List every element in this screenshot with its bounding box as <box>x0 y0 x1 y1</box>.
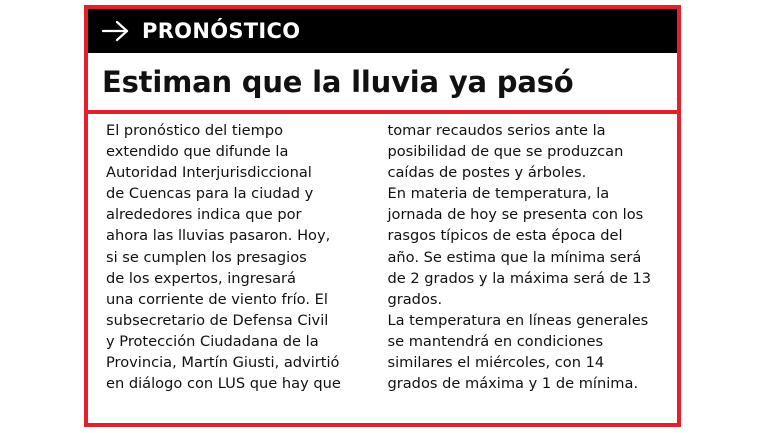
text-line: de los expertos, ingresará <box>106 269 296 287</box>
kicker-bar <box>88 9 677 53</box>
text-line: y Protección Ciudadana de la <box>106 332 319 350</box>
kicker-label: PRONÓSTICO <box>142 19 301 43</box>
article-body <box>106 120 667 394</box>
arrow-right-icon <box>102 19 130 43</box>
news-box <box>84 5 681 427</box>
text-line: tomar recaudos serios ante la <box>387 122 606 139</box>
text-line: se mantendrá en condiciones <box>387 332 604 350</box>
text-line: Autoridad Interjurisdiccional <box>106 164 312 182</box>
text-line: caídas de postes y árboles. <box>387 164 587 182</box>
text-column-right <box>387 120 667 394</box>
text-line: ahora las lluvias pasaron. Hoy, <box>106 227 331 245</box>
text-line: grados de máxima y 1 de mínima. <box>387 375 639 393</box>
text-line: en diálogo con LUS que hay que <box>106 375 341 393</box>
text-line: de 2 grados y la máxima será de 13 <box>387 269 652 287</box>
text-column-left <box>106 120 387 394</box>
headline-box <box>88 53 677 110</box>
text-line: El pronóstico del tiempo <box>106 122 284 139</box>
text-line: posibilidad de que se produzcan <box>387 143 624 161</box>
text-line: de Cuencas para la ciudad y <box>106 185 314 203</box>
text-line: similares el miércoles, con 14 <box>387 354 605 372</box>
text-line: una corriente de viento frío. El <box>106 290 328 308</box>
text-line: subsecretario de Defensa Civil <box>106 311 329 329</box>
text-line: Provincia, Martín Giusti, advirtió <box>106 354 340 372</box>
text-line: si se cumplen los presagios <box>106 248 307 266</box>
headline-divider <box>88 110 677 114</box>
text-line: En materia de temperatura, la <box>387 185 610 203</box>
text-line: alrededores indica que por <box>106 206 302 224</box>
text-line: rasgos típicos de esta época del <box>387 227 623 245</box>
headline: Estiman que la lluvia ya pasó <box>102 64 574 99</box>
text-line: extendido que difunde la <box>106 143 289 161</box>
text-line: año. Se estima que la mínima será <box>387 248 642 266</box>
text-line: jornada de hoy se presenta con los <box>387 206 644 224</box>
text-line: La temperatura en líneas generales <box>387 311 649 329</box>
text-line: grados. <box>387 290 443 308</box>
